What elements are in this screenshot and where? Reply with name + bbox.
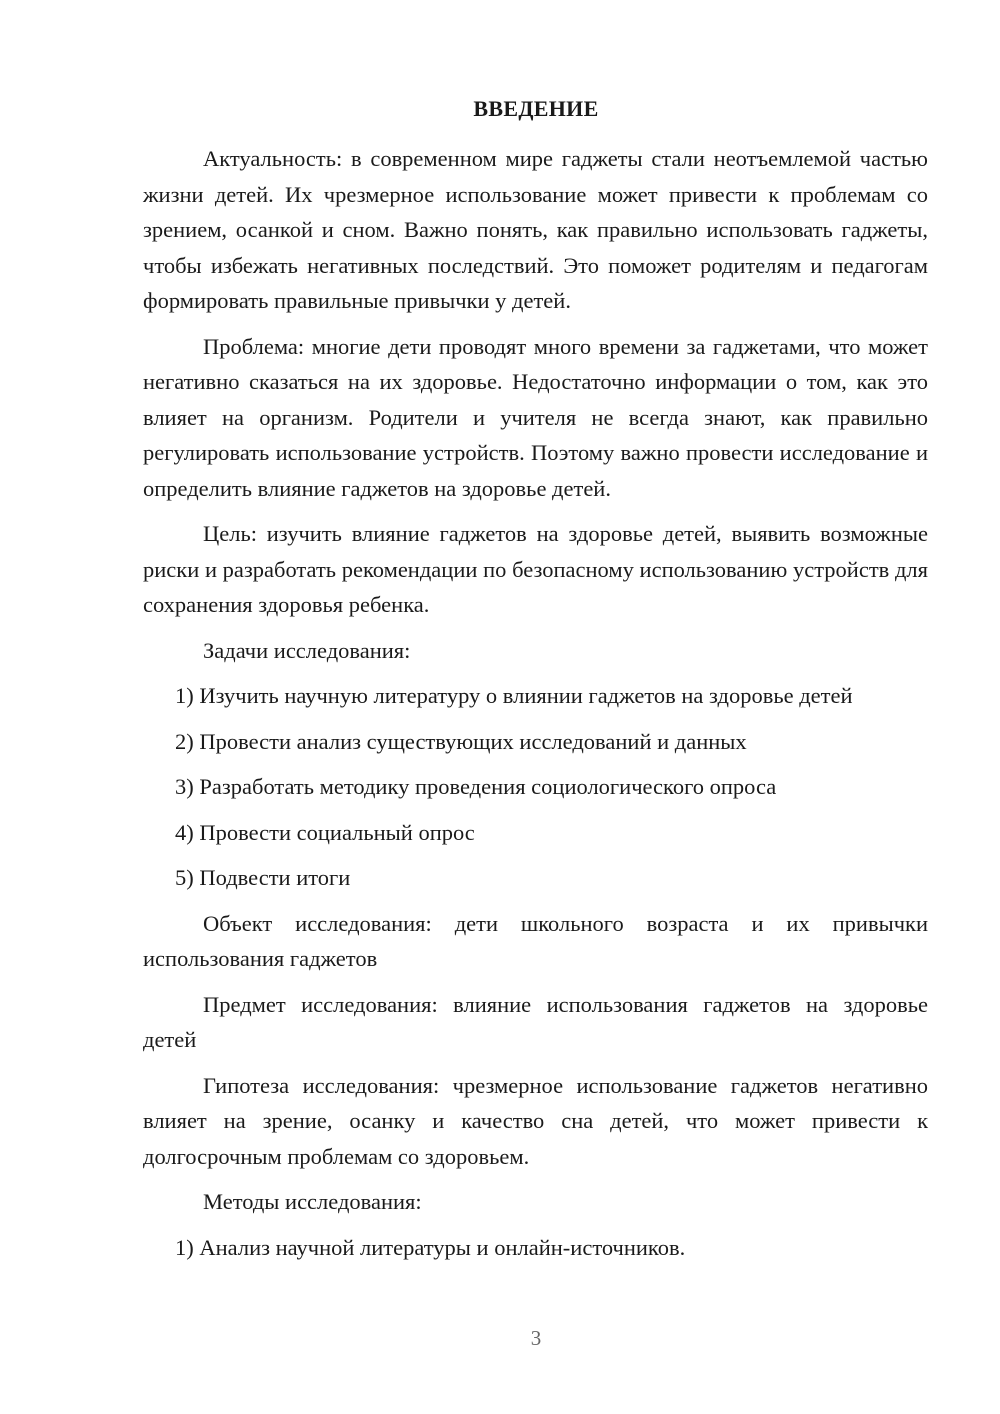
subject-paragraph: Предмет исследования: влияние использования гаджетов на здоровье детей bbox=[143, 991, 928, 1052]
list-item: 4) Провести социальный опрос bbox=[175, 819, 475, 845]
tasks-heading: Задачи исследования: bbox=[203, 637, 411, 663]
document-body bbox=[143, 141, 928, 1275]
hypothesis-paragraph: Гипотеза исследования: чрезмерное использование гаджетов негативно влияет на зрение, осанку и качество сна детей, что может привести к долгосрочным проблемам со здоровьем. bbox=[143, 1072, 928, 1169]
relevance-paragraph: Актуальность: в современном мире гаджеты стали неотъемлемой частью жизни детей. Их чрезмерное использование может привести к проблемам со зрением, осанкой и сном. Важно понять, как правильно использовать гаджеты, чтобы избежать негативных последствий. Это поможет родителям и педагогам формировать правильные привычки у детей. bbox=[143, 146, 928, 313]
methods-list bbox=[143, 1230, 928, 1266]
section-title: ВВЕДЕНИЕ bbox=[473, 96, 599, 121]
page-number: 3 bbox=[530, 1326, 542, 1350]
list-item: 1) Изучить научную литературу о влиянии гаджетов на здоровье детей bbox=[175, 683, 853, 708]
list-item: 1) Анализ научной литературы и онлайн-источников. bbox=[175, 1234, 686, 1260]
goal-paragraph: Цель: изучить влияние гаджетов на здоровье детей, выявить возможные риски и разработать рекомендации по безопасному использованию устройств для сохранения здоровья ребенка. bbox=[143, 521, 928, 617]
methods-heading: Методы исследования: bbox=[203, 1189, 422, 1214]
tasks-list bbox=[143, 678, 928, 896]
problem-paragraph: Проблема: многие дети проводят много времени за гаджетами, что может негативно сказаться на их здоровье. Недостаточно информации о том, как это влияет на организм. Родители и учителя не всегда знают, как правильно регулировать использование устройств. Поэтому важно провести исследование и определить влияние гаджетов на здоровье детей. bbox=[143, 333, 928, 501]
list-item: 5) Подвести итоги bbox=[175, 865, 351, 890]
list-item: 2) Провести анализ существующих исследований и данных bbox=[175, 728, 747, 754]
list-item: 3) Разработать методику проведения социологического опроса bbox=[175, 774, 777, 799]
object-paragraph: Объект исследования: дети школьного возраста и их привычки использования гаджетов bbox=[143, 910, 928, 971]
